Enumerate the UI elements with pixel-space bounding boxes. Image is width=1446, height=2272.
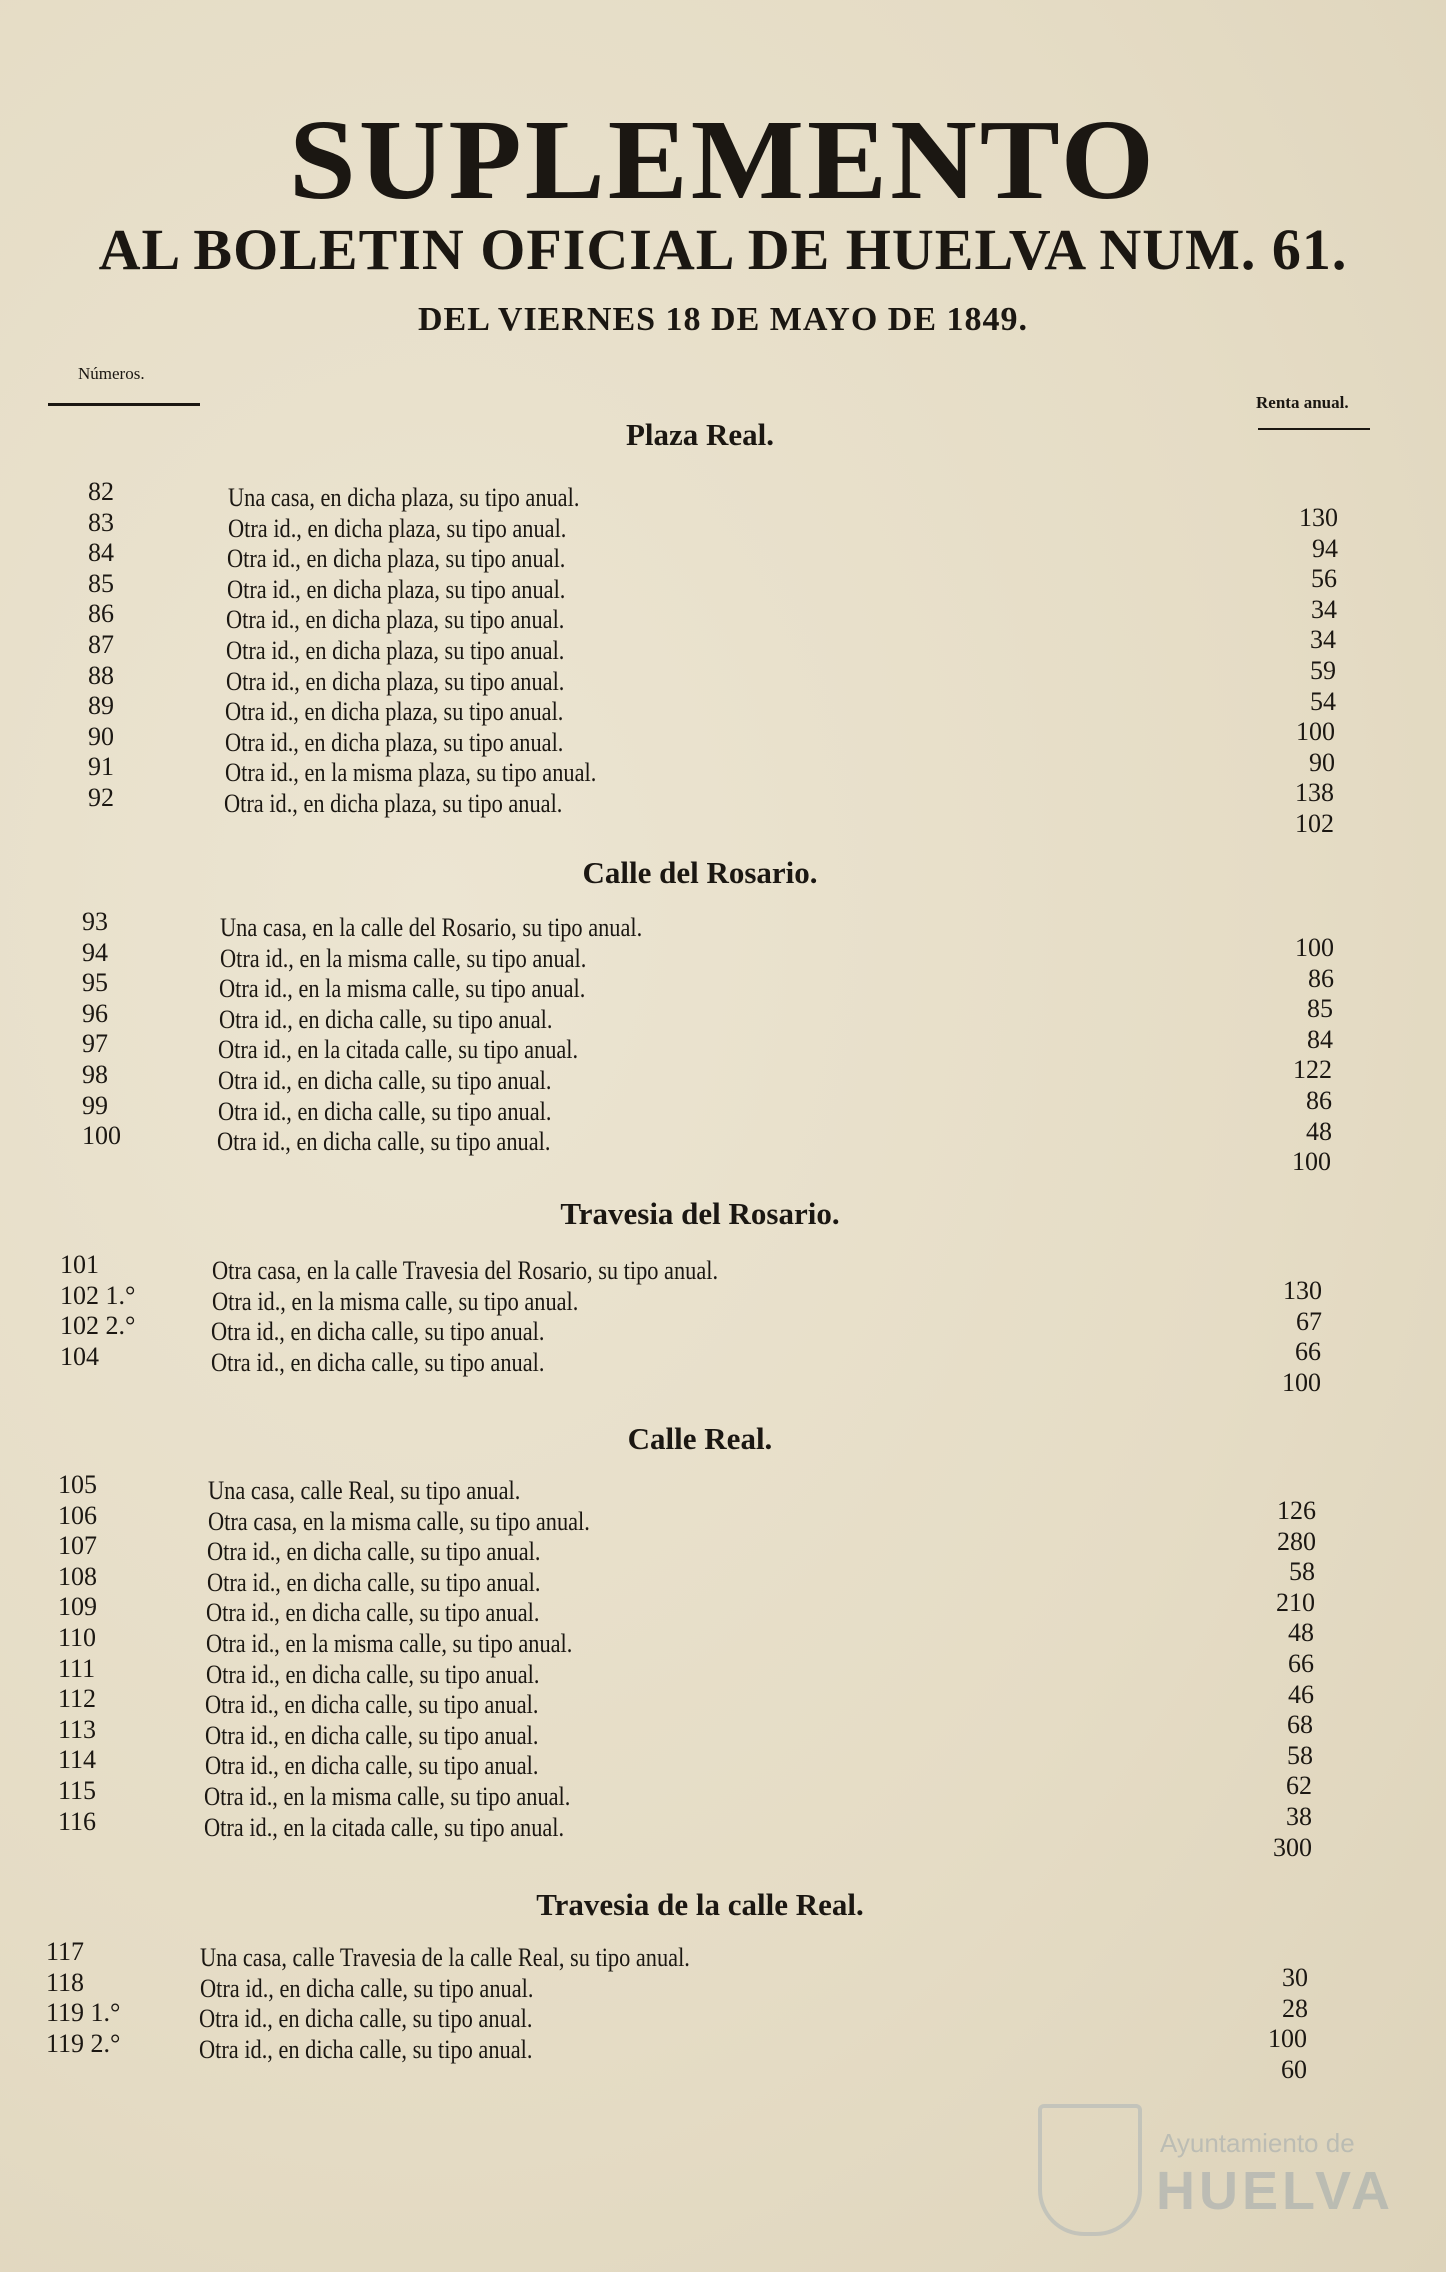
listing-number: 100 [82,1121,121,1150]
listing-description: Otra id., en dicha calle, su tipo anual. [218,1097,552,1126]
coat-of-arms-icon [1038,2104,1142,2236]
listing-rent: 56 [1311,564,1337,593]
listing-number: 95 [82,968,108,997]
supplement-title: SUPLEMENTO [289,96,1157,223]
listing-rent: 58 [1289,1557,1315,1586]
listing-description: Otra id., en dicha plaza, su tipo anual. [226,605,565,634]
listing-description: Otra id., en dicha plaza, su tipo anual. [227,544,566,573]
section-title: Calle del Rosario. [582,855,818,890]
listing-rent: 86 [1308,964,1334,993]
listing-number: 114 [58,1745,97,1774]
listing-description: Otra id., en la misma calle, su tipo anual. [212,1287,579,1316]
listing-number: 117 [46,1937,85,1966]
section-title: Travesia de la calle Real. [536,1887,864,1922]
listing-number: 82 [88,477,114,506]
listing-rent: 84 [1307,1025,1333,1054]
watermark-line2: HUELVA [1156,2161,1394,2221]
listing-rent: 122 [1293,1055,1332,1084]
watermark-line1: Ayuntamiento de [1160,2128,1355,2158]
listing-description: Otra id., en dicha plaza, su tipo anual. [226,636,565,665]
listing-description: Otra id., en la misma calle, su tipo anual. [219,974,586,1003]
listing-rent: 90 [1309,748,1335,777]
listing-number: 106 [58,1501,97,1530]
listing-description: Otra id., en la misma calle, su tipo anual. [204,1782,571,1811]
listing-row [0,1121,1446,1176]
listing-rent: 280 [1277,1527,1316,1556]
listing-number: 89 [88,691,114,720]
listing-rent: 28 [1282,1994,1308,2023]
listing-description: Otra id., en la citada calle, su tipo anual. [218,1035,579,1064]
listing-number: 105 [58,1470,97,1499]
listing-rent: 126 [1277,1496,1316,1525]
listing-rent: 130 [1299,503,1338,532]
listing-rent: 66 [1288,1649,1314,1678]
listing-description: Otra id., en la misma calle, su tipo anual. [206,1629,573,1658]
listing-rent: 46 [1288,1680,1314,1709]
listing-number: 116 [58,1807,97,1836]
listing-rent: 100 [1292,1147,1331,1176]
listing-description: Otra id., en dicha calle, su tipo anual. [218,1066,552,1095]
listing-number: 88 [88,661,114,690]
listing-description: Otra casa, en la misma calle, su tipo anual. [208,1507,590,1536]
listing-number: 84 [88,538,114,567]
listing-description: Otra id., en dicha plaza, su tipo anual. [224,789,563,818]
listing-number: 94 [82,938,108,967]
listing-description: Otra id., en dicha calle, su tipo anual. [207,1537,541,1566]
listing-rent: 102 [1295,809,1334,838]
listing-number: 96 [82,999,108,1028]
section-title: Travesia del Rosario. [560,1196,840,1231]
listing-number: 90 [88,722,114,751]
listing-rent: 58 [1287,1741,1313,1770]
listing-row [0,783,1446,838]
listing-description: Una casa, en la calle del Rosario, su tipo anual. [220,913,643,942]
listing-rent: 60 [1281,2055,1307,2084]
listing-description: Otra id., en dicha calle, su tipo anual. [205,1721,539,1750]
listing-number: 101 [60,1250,99,1279]
listing-description: Otra id., en dicha plaza, su tipo anual. [225,697,564,726]
listing-description: Otra id., en la misma calle, su tipo anual. [220,944,587,973]
listing-rent: 100 [1268,2024,1307,2053]
listing-number: 86 [88,599,114,628]
listing-number: 91 [88,752,114,781]
listing-rent: 68 [1287,1710,1313,1739]
listing-number: 97 [82,1029,108,1058]
listing-number: 119 2.° [46,2029,121,2058]
listing-number: 87 [88,630,114,659]
listing-description: Otra id., en dicha calle, su tipo anual. [217,1127,551,1156]
listing-number: 110 [58,1623,97,1652]
listing-number: 92 [88,783,114,812]
listing-description: Otra id., en dicha calle, su tipo anual. [205,1751,539,1780]
listing-description: Otra casa, en la calle Travesia del Rosario, su tipo anual. [212,1256,719,1285]
listing-number: 112 [58,1684,97,1713]
listing-number: 104 [60,1342,99,1371]
listing-description: Otra id., en la misma plaza, su tipo anual. [225,758,597,787]
numbers-column-header: Números. [78,364,145,383]
listing-description: Otra id., en dicha calle, su tipo anual. [211,1348,545,1377]
listing-rent: 300 [1273,1833,1312,1862]
listing-rent: 100 [1296,717,1335,746]
listing-rent: 94 [1312,534,1338,563]
bulletin-subtitle: AL BOLETIN OFICIAL DE HUELVA NUM. 61. [98,217,1348,282]
listing-description: Otra id., en dicha plaza, su tipo anual. [225,728,564,757]
listing-rent: 48 [1306,1117,1332,1146]
section-title: Plaza Real. [625,417,775,452]
listing-number: 85 [88,569,114,598]
listing-number: 108 [58,1562,97,1591]
listing-number: 109 [58,1592,97,1621]
listing-number: 115 [58,1776,97,1805]
listing-number: 99 [82,1091,108,1120]
listing-description: Una casa, calle Travesia de la calle Real, su tipo anual. [200,1943,690,1972]
listing-description: Otra id., en dicha plaza, su tipo anual. [227,575,566,604]
listing-rent: 130 [1283,1276,1322,1305]
listing-number: 93 [82,907,108,936]
listing-rent: 66 [1295,1337,1321,1366]
listing-rent: 54 [1310,687,1336,716]
listing-number: 98 [82,1060,108,1089]
listing-rent: 67 [1296,1307,1322,1336]
watermark [1032,2104,1402,2234]
listing-number: 102 1.° [60,1281,136,1310]
listing-number: 118 [46,1968,85,1997]
listing-description: Otra id., en dicha calle, su tipo anual. [199,2004,533,2033]
listing-description: Otra id., en dicha calle, su tipo anual. [206,1660,540,1689]
listing-description: Otra id., en la citada calle, su tipo anual. [204,1813,565,1842]
section-title: Calle Real. [627,1421,773,1456]
listing-rent: 210 [1276,1588,1315,1617]
listing-rent: 85 [1307,994,1333,1023]
listing-row [0,2029,1446,2084]
listing-rent: 48 [1288,1618,1314,1647]
listing-description: Una casa, en dicha plaza, su tipo anual. [228,483,580,512]
listing-number: 113 [58,1715,97,1744]
listing-rent: 100 [1295,933,1334,962]
listing-description: Otra id., en dicha calle, su tipo anual. [205,1690,539,1719]
listing-description: Otra id., en dicha calle, su tipo anual. [200,1974,534,2003]
listing-number: 111 [58,1654,96,1683]
listing-rent: 34 [1310,625,1336,654]
listing-rent: 62 [1286,1771,1312,1800]
listing-rent: 138 [1295,778,1334,807]
listing-rent: 59 [1310,656,1336,685]
listing-row [0,1807,1446,1862]
listing-description: Otra id., en dicha calle, su tipo anual. [206,1598,540,1627]
listing-number: 107 [58,1531,97,1560]
listing-description: Otra id., en dicha plaza, su tipo anual. [226,667,565,696]
numbers-column-rule [48,403,200,406]
rent-column-header: Renta anual. [1256,393,1349,412]
listing-description: Otra id., en dicha calle, su tipo anual. [207,1568,541,1597]
issue-date: DEL VIERNES 18 DE MAYO DE 1849. [417,301,1029,338]
listing-number: 102 2.° [60,1311,136,1340]
listing-description: Otra id., en dicha plaza, su tipo anual. [228,514,567,543]
listing-description: Una casa, calle Real, su tipo anual. [208,1476,521,1505]
listing-number: 83 [88,508,114,537]
listing-row [0,1342,1446,1397]
listing-rent: 30 [1282,1963,1308,1992]
listing-description: Otra id., en dicha calle, su tipo anual. [199,2035,533,2064]
listing-rent: 100 [1282,1368,1321,1397]
listing-rent: 38 [1286,1802,1312,1831]
listing-rent: 34 [1311,595,1337,624]
listing-description: Otra id., en dicha calle, su tipo anual. [211,1317,545,1346]
listing-number: 119 1.° [46,1998,121,2027]
listing-description: Otra id., en dicha calle, su tipo anual. [219,1005,553,1034]
listing-rent: 86 [1306,1086,1332,1115]
